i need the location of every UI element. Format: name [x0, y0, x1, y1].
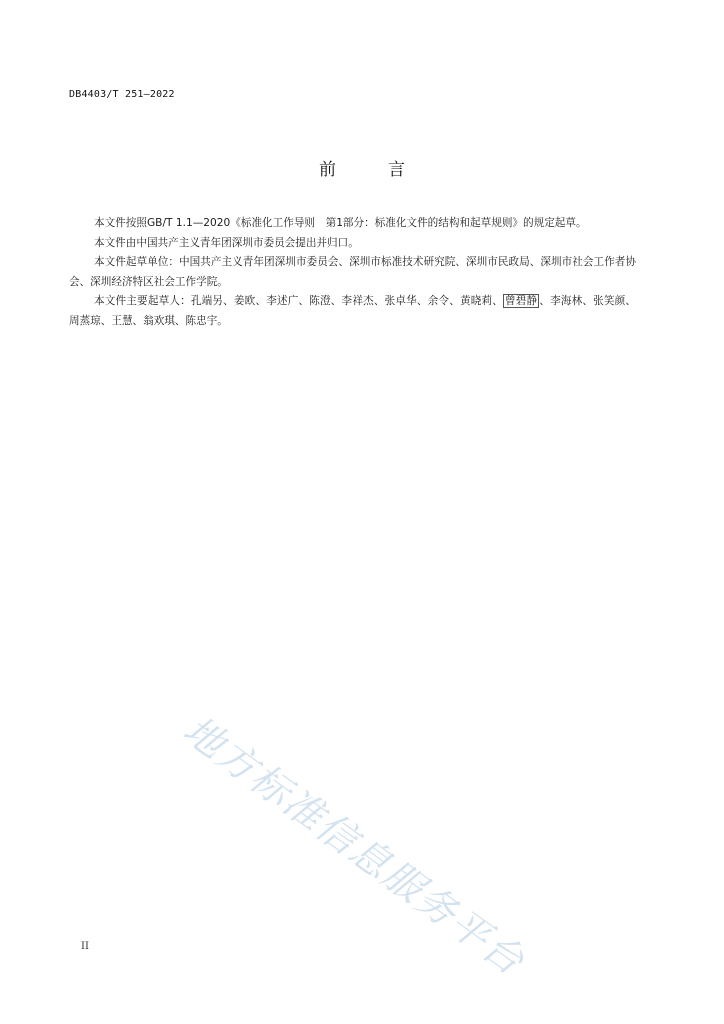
watermark: 地方标准信息服务平台 — [174, 707, 533, 986]
paragraph-drafting-basis: 本文件按照GB/T 1.1—2020《标准化工作导则 第1部分：标准化文件的结构和起草规则》的规定起草。 — [94, 217, 587, 229]
page-title — [0, 155, 724, 180]
page-number: II — [81, 941, 89, 952]
drafters-list-end: 、李海林、张笑颜、周蒸琼、王慧、翁欢琪、陈忠宇。 — [69, 295, 637, 327]
title-char-1: 前 — [319, 160, 336, 180]
paragraph-drafting-units: 本文件起草单位：中国共产主义青年团深圳市委员会、深圳市标准技术研究院、深圳市民政局、深圳市社会工作者协会、深圳经济特区社会工作学院。 — [69, 256, 636, 288]
drafters-list-start: 本文件主要起草人：孔端另、姜欧、李述广、陈澄、李祥杰、张卓华、余令、黄晓莉、 — [94, 295, 504, 307]
paragraph-drafters — [69, 292, 636, 331]
title-char-2: 言 — [388, 160, 405, 180]
highlighted-drafter-name: 曾碧静 — [505, 295, 538, 307]
foreword-body — [69, 214, 636, 331]
paragraph-proposer: 本文件由中国共产主义青年团深圳市委员会提出并归口。 — [94, 236, 359, 249]
document-code: DB4403/T 251—2022 — [69, 89, 175, 100]
